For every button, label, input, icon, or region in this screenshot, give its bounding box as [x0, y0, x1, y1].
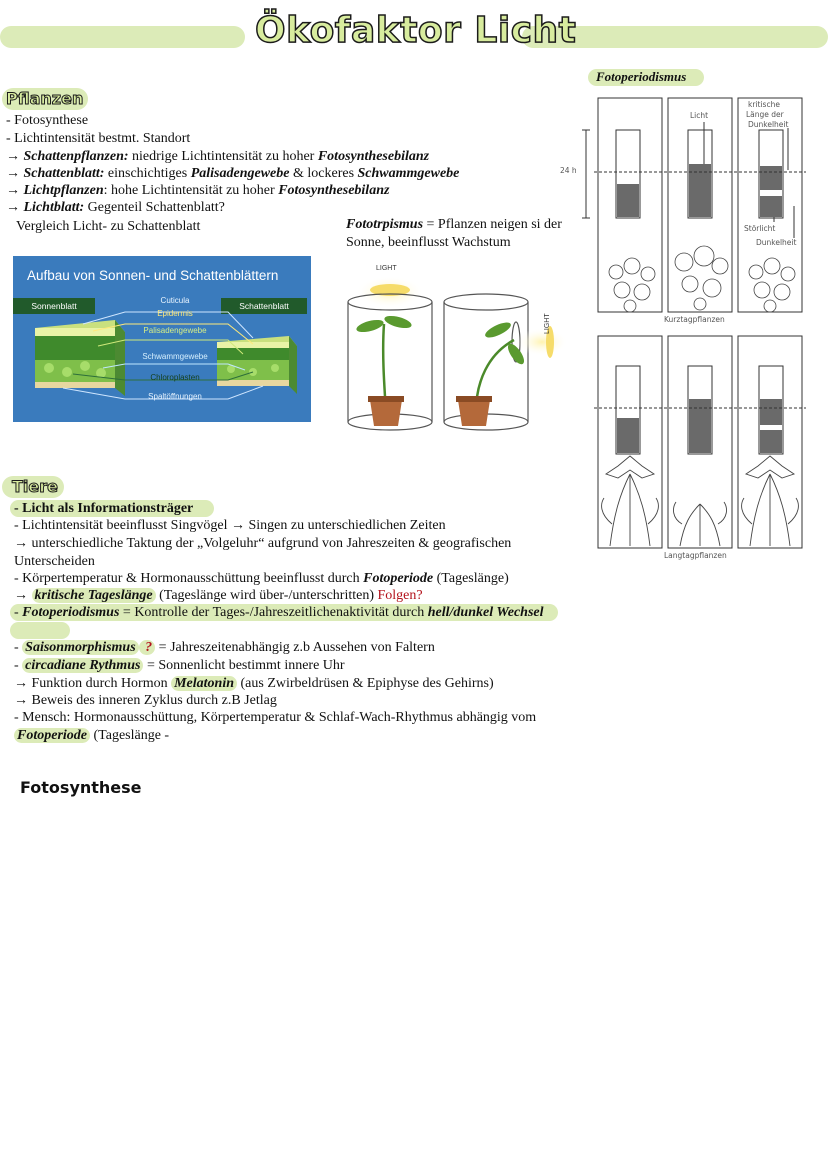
- langtag-plants: [602, 456, 799, 546]
- label-laenge: Länge der: [746, 110, 784, 119]
- label-stoerlicht: Störlicht: [744, 224, 776, 233]
- pflanzen-line-6: → Lichtblatt: Gegenteil Schattenblatt?: [6, 200, 225, 215]
- fotoperiodismus-figure: [560, 94, 828, 564]
- label-dunkelheit: Dunkelheit: [756, 238, 797, 247]
- tiere-line-9: → Funktion durch Hormon Melatonin (aus Zwirbeldrüsen & Epiphyse des Gehirns): [14, 676, 494, 691]
- pflanzen-line-7: Vergleich Licht- zu Schattenblatt: [16, 219, 201, 234]
- pflanzen-line-1: - Fotosynthese: [6, 113, 89, 128]
- light-label-side: LIGHT: [544, 313, 551, 334]
- phototropism-figure: [338, 262, 570, 440]
- fotoperiodismus-drawing: [560, 94, 828, 564]
- label-cuticula: Cuticula: [160, 296, 190, 305]
- label-langtag: Langtagpflanzen: [664, 551, 727, 560]
- shade-leaf-block: [217, 336, 297, 394]
- label-24h: 24 h: [560, 166, 577, 175]
- phototropism-drawing: [338, 262, 570, 440]
- label-licht: Licht: [690, 111, 709, 120]
- tiere-line-7: - Saisonmorphismus ? = Jahreszeitenabhängig z.b Aussehen von Faltern: [14, 640, 435, 655]
- fototropismus-text: Fototrpismus = Pflanzen neigen si der Sonne, beeinflusst Wachstum: [346, 217, 562, 250]
- tiere-line-2: - Lichtintensität beeinflusst Singvögel → Singen zu unterschiedlichen Zeiten: [14, 518, 446, 533]
- fotosynthese-heading: Fotosynthese: [20, 778, 142, 797]
- tiere-line-4: - Körpertemperatur & Hormonausschüttung beeinflusst durch Fotoperiode (Tageslänge): [14, 571, 509, 586]
- label-schwammgewebe: Schwammgewebe: [142, 352, 208, 361]
- light-label-top: LIGHT: [376, 265, 397, 272]
- sun-leaf-block: [35, 320, 125, 396]
- sonnenblatt-tag: Sonnenblatt: [13, 298, 95, 314]
- tiere-line-1: - Licht als Informationsträger: [14, 501, 194, 516]
- leaf-structure-figure: [13, 256, 311, 422]
- tiere-line-11: - Mensch: Hormonausschüttung, Körpertemperatur & Schlaf-Wach-Rhythmus abhängig vom Fotoperiode (Tageslänge -: [14, 710, 537, 743]
- pflanzen-line-3: → Schattenpflanzen: niedrige Lichtintensität zu hoher Fotosynthesebilanz: [6, 149, 430, 164]
- pflanzen-line-4: → Schattenblatt: einschichtiges Palisadengewebe & lockeres Schwammgewebe: [6, 166, 460, 181]
- label-epidermis: Epidermis: [157, 309, 193, 318]
- label-chloroplasten: Chloroplasten: [150, 373, 200, 382]
- page-title: Ökofaktor Licht: [255, 10, 577, 51]
- kurztag-plants: [609, 246, 795, 312]
- pflanzen-heading: Pflanzen: [6, 89, 84, 108]
- schattenblatt-tag: Schattenblatt: [221, 298, 307, 314]
- label-palisadengewebe: Palisadengewebe: [143, 326, 207, 335]
- label-spaltoeffnungen: Spaltöffnungen: [148, 392, 202, 401]
- tiere-line-10: → Beweis des inneren Zyklus durch z.B Jetlag: [14, 693, 277, 708]
- label-kritische: kritische: [748, 100, 780, 109]
- label-kurztag: Kurztagpflanzen: [664, 315, 725, 324]
- pflanzen-line-2: - Lichtintensität bestmt. Standort: [6, 131, 191, 146]
- leaf-figure-title: Aufbau von Sonnen- und Schattenblättern: [27, 268, 279, 283]
- tiere-line-3: → unterschiedliche Taktung der „Volgeluhr“ aufgrund von Jahreszeiten & geografischen Unterscheiden: [14, 536, 512, 569]
- tiere-line-6b-bg: [10, 622, 70, 639]
- tiere-line-5: → kritische Tageslänge (Tageslänge wird über-/unterschritten) Folgen?: [14, 588, 423, 603]
- title-bar-left: [0, 26, 245, 48]
- tiere-heading: Tiere: [12, 477, 58, 496]
- tiere-line-8: - circadiane Rythmus = Sonnenlicht bestimmt innere Uhr: [14, 658, 345, 673]
- label-dunkelheit-top: Dunkelheit: [748, 120, 789, 129]
- pflanzen-line-5: → Lichtpflanzen: hohe Lichtintensität zu hoher Fotosynthesebilanz: [6, 183, 390, 198]
- fotoperiodismus-heading: Fotoperiodismus: [596, 69, 687, 84]
- tiere-line-6: - Fotoperiodismus = Kontrolle der Tages-/Jahreszeitlichenaktivität durch hell/dunkel Wechsel: [14, 605, 544, 620]
